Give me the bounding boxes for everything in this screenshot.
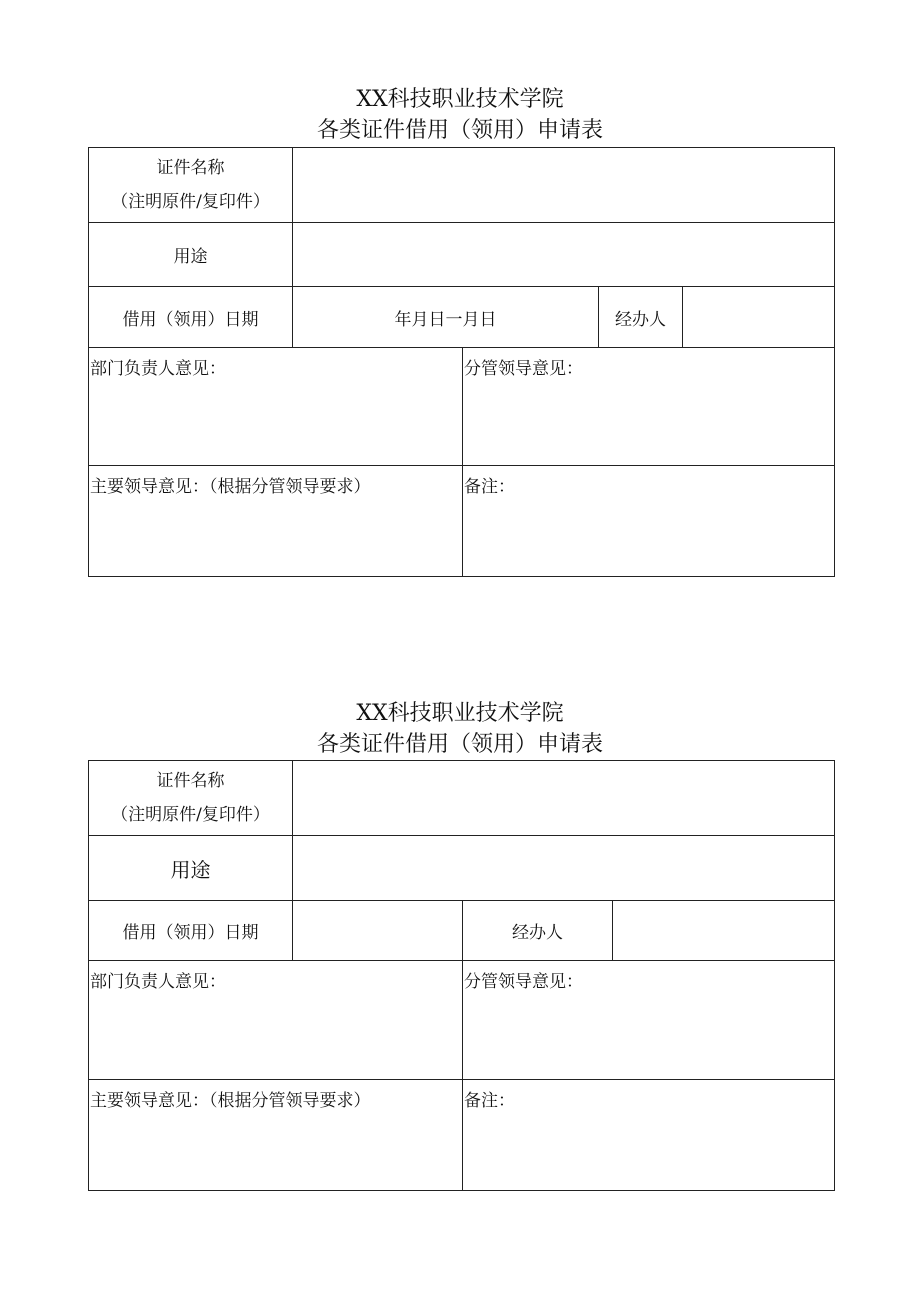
date-label: 借用（领用）日期 [88, 900, 293, 961]
purpose-field[interactable] [292, 835, 835, 901]
remarks-cell[interactable] [462, 1079, 835, 1191]
handler-label: 经办人 [598, 286, 683, 348]
supervisor-opinion-label: 分管领导意见： [464, 359, 583, 379]
remarks-label: 备注： [464, 1091, 515, 1111]
certificate-label-cell [88, 760, 293, 836]
handler-field[interactable] [612, 900, 835, 961]
handler-field[interactable] [682, 286, 835, 348]
certificate-label: 证件名称 [156, 771, 225, 791]
certificate-label: 证件名称 [156, 158, 225, 178]
dept-opinion-cell[interactable] [88, 347, 463, 466]
supervisor-opinion-cell[interactable] [462, 347, 835, 466]
supervisor-opinion-label: 分管领导意见： [464, 972, 583, 992]
form-title: 各类证件借用（领用）申请表 [316, 118, 603, 143]
school-name: XX科技职业技术学院 [356, 701, 564, 726]
remarks-cell[interactable] [462, 465, 835, 577]
remarks-label: 备注： [464, 477, 515, 497]
certificate-label-note: （注明原件/复印件） [111, 192, 270, 212]
form-title: 各类证件借用（领用）申请表 [316, 732, 603, 757]
handler-label: 经办人 [462, 900, 613, 961]
certificate-field[interactable] [292, 760, 835, 836]
main-leader-opinion-label: 主要领导意见：（根据分管领导要求） [90, 1091, 371, 1111]
purpose-field[interactable] [292, 222, 835, 287]
date-label: 借用（领用）日期 [88, 286, 293, 348]
application-form-table [88, 760, 835, 1191]
main-leader-opinion-cell[interactable] [88, 465, 463, 577]
certificate-field[interactable] [292, 147, 835, 223]
purpose-label: 用途 [88, 835, 293, 901]
main-leader-opinion-cell[interactable] [88, 1079, 463, 1191]
certificate-label-cell [88, 147, 293, 223]
school-name: XX科技职业技术学院 [356, 87, 564, 112]
dept-opinion-label: 部门负责人意见： [90, 359, 226, 379]
certificate-label-note: （注明原件/复印件） [111, 805, 270, 825]
date-field[interactable]: 年月日一月日 [292, 286, 599, 348]
dept-opinion-label: 部门负责人意见： [90, 972, 226, 992]
dept-opinion-cell[interactable] [88, 960, 463, 1080]
supervisor-opinion-cell[interactable] [462, 960, 835, 1080]
date-field[interactable] [292, 900, 463, 961]
main-leader-opinion-label: 主要领导意见：（根据分管领导要求） [90, 477, 371, 497]
application-form-table [88, 147, 835, 577]
purpose-label: 用途 [88, 222, 293, 287]
